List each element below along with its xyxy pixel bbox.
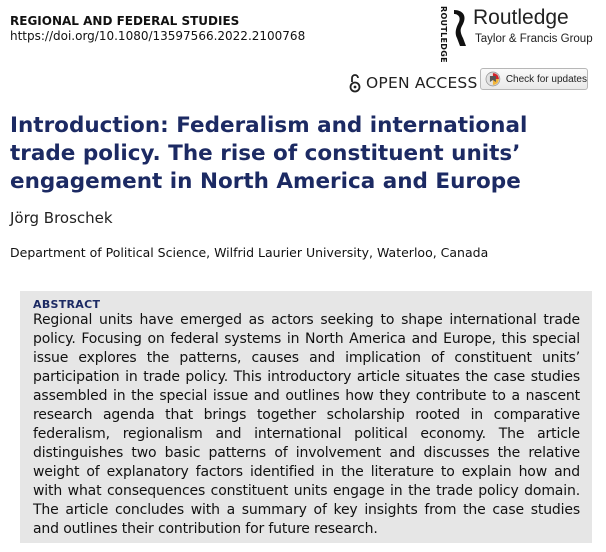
crossmark-icon	[485, 71, 501, 87]
article-title: Introduction: Federalism and international trade policy. The rise of constituent units’ engagement in North America and Europe	[10, 113, 528, 194]
publisher-logo[interactable]	[431, 4, 601, 63]
doi-link[interactable]: https://doi.org/10.1080/13597566.2022.2100768	[10, 29, 306, 43]
check-for-updates-label: Check for updates	[505, 73, 587, 85]
publisher-group: Taylor & Francis Group	[475, 33, 593, 45]
publisher-name: Routledge	[473, 6, 569, 29]
routledge-mark-icon	[451, 8, 469, 48]
publisher-vertical-text: ROUTLEDGE	[439, 6, 448, 63]
abstract-heading: ABSTRACT	[33, 298, 101, 311]
abstract-box	[20, 291, 592, 543]
journal-header	[10, 14, 305, 44]
open-lock-icon	[348, 73, 362, 93]
article-author[interactable]: Jörg Broschek	[10, 209, 113, 227]
open-access-badge	[348, 73, 478, 93]
check-for-updates-button[interactable]	[480, 68, 588, 90]
publisher-vertical-wordmark	[435, 6, 449, 63]
open-access-label: OPEN ACCESS	[366, 74, 478, 92]
author-affiliation: Department of Political Science, Wilfrid Laurier University, Waterloo, Canada	[10, 245, 489, 260]
journal-name: REGIONAL AND FEDERAL STUDIES	[10, 14, 240, 28]
abstract-text: Regional units have emerged as actors seeking to shape international trade policy. Focusing on federal systems in North America and Europe, this special issue explores the patterns, causes and implication of constituent units’ participation in trade policy. This introductory article situates the case studies assembled in the special issue and outlines how they contribute to a nascent research agenda that brings together scholarship rooted in comparative federalism, regionalism and international political economy. The article distinguishes two basic patterns of involvement and discusses the relative weight of explanatory factors identified in the literature to explain how and with what consequences constituent units engage in the trade policy domain. The article concludes with a summary of key insights from the case studies and outlines their contribution for future research.	[33, 312, 580, 537]
